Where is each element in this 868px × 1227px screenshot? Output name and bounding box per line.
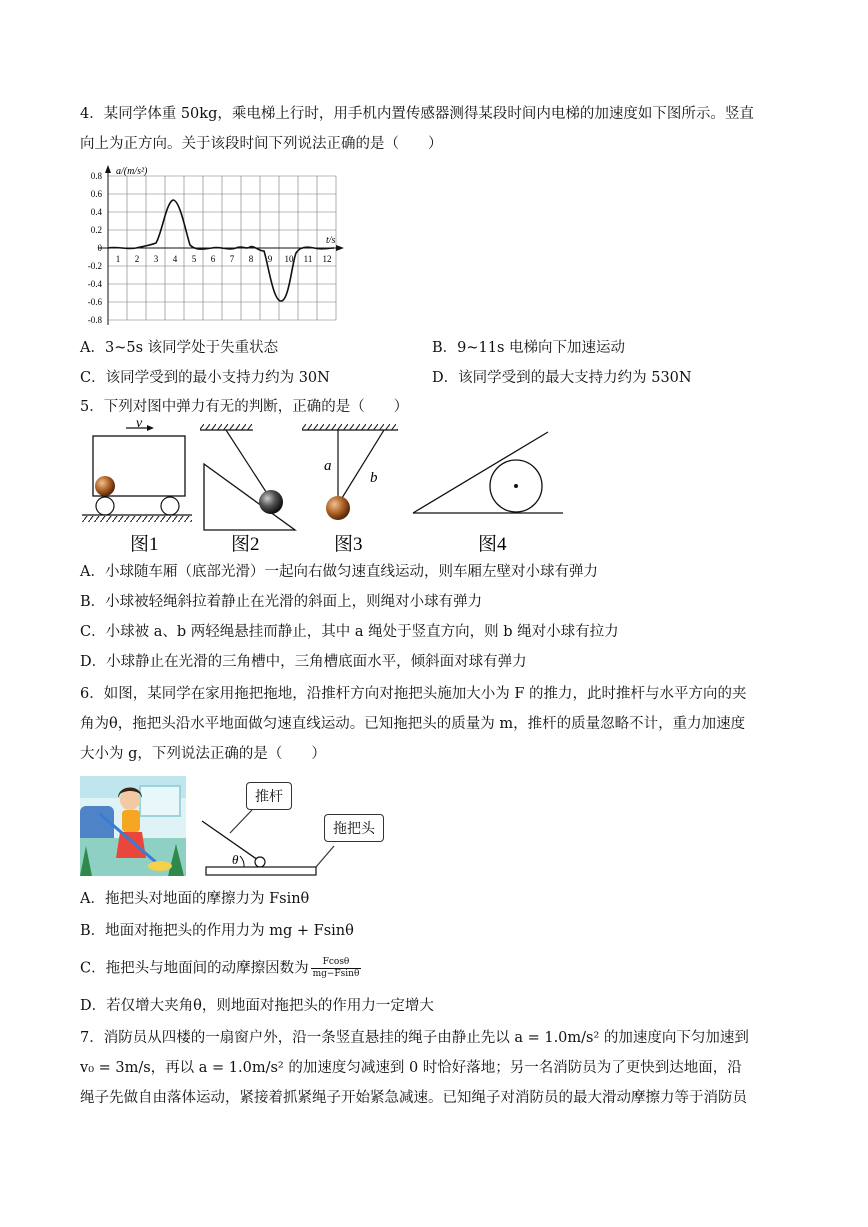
q5-option-c: C．小球被 a、b 两轻绳悬挂而静止，其中 a 绳处于竖直方向，则 b 绳对小球有拉力 [80, 624, 619, 640]
y-tick-label: 0.2 [90, 225, 102, 235]
fig2-incline [200, 424, 295, 530]
fig3-ball [326, 496, 350, 520]
mop-head [206, 867, 316, 875]
q6-stem-line2: 角为θ，拖把头沿水平地面做匀速直线运动。已知拖把头的质量为 m，推杆的质量忽略不计，重力加速度 [80, 716, 746, 732]
q4-option-a: A．3~5s 该同学处于失重状态 [80, 340, 279, 356]
y-tick-label: 0.8 [90, 171, 102, 181]
q6-stem-line1: 6．如图，某同学在家用拖把拖地，沿推杆方向对拖把头施加大小为 F 的推力，此时推杆与水平方向的夹 [80, 686, 747, 702]
y-tick-label: 0.4 [90, 207, 102, 217]
q6-option-c-prefix: C．拖把头与地面间的动摩擦因数为 [80, 960, 309, 977]
y-tick-label: -0.2 [87, 261, 102, 271]
x-tick-label: 8 [248, 254, 254, 264]
y-axis-label: a/(m/s²) [116, 166, 148, 177]
fig4-triangle-groove [413, 432, 563, 513]
q7-line1: 7．消防员从四楼的一扇窗户外，沿一条竖直悬挂的绳子由静止先以 a = 1.0m/s² 的加速度向下匀加速到 [80, 1030, 749, 1046]
q4-option-b: B．9~11s 电梯向下加速运动 [432, 340, 626, 356]
bubble-mop-head: 拖把头 [324, 814, 384, 842]
fraction-denominator: mg−Fsinθ [312, 969, 360, 979]
rope-b [342, 430, 384, 498]
mop-rod [202, 821, 258, 860]
bubble-rod: 推杆 [246, 782, 292, 810]
fig4-label: 图4 [478, 534, 507, 555]
q4-acceleration-graph [78, 163, 346, 333]
x-tick-label: 12 [322, 254, 332, 264]
x-tick-label: 2 [134, 254, 140, 264]
q6-option-d: D．若仅增大夹角θ，则地面对拖把头的作用力一定增大 [80, 998, 434, 1014]
q4-option-c: C．该同学受到的最小支持力约为 30N [80, 370, 330, 386]
x-tick-label: 5 [191, 254, 197, 264]
x-tick-label: 10 [284, 254, 294, 264]
q5-stem: 5．下列对图中弹力有无的判断，正确的是（ ） [80, 399, 409, 415]
y-tick-label: 0.6 [90, 189, 102, 199]
q4-option-d: D．该同学受到的最大支持力约为 530N [432, 370, 692, 386]
friction-coefficient-fraction [311, 957, 362, 980]
x-tick-label: 3 [153, 254, 159, 264]
fig1-ball [95, 476, 115, 496]
q6-cartoon-illustration [80, 776, 186, 876]
y-tick-label: -0.8 [87, 315, 102, 325]
y-tick-label: 0 [97, 243, 102, 253]
y-tick-label: -0.6 [87, 297, 102, 307]
fig3-label: 图3 [334, 534, 363, 555]
q5-option-a: A．小球随车厢（底部光滑）一起向右做匀速直线运动，则车厢左壁对小球有弹力 [80, 564, 598, 580]
q5-figures [78, 416, 578, 559]
q7-line3: 绳子先做自由落体运动，紧接着抓紧绳子开始紧急减速。已知绳子对消防员的最大滑动摩擦力等于消防员 [80, 1090, 747, 1106]
x-axis-arrow [336, 245, 344, 251]
q6-option-b: B．地面对拖把头的作用力为 mg + Fsinθ [80, 923, 354, 939]
x-tick-label: 9 [267, 254, 273, 264]
wheel-right [161, 497, 179, 515]
q6-option-a: A．拖把头对地面的摩擦力为 Fsinθ [80, 891, 310, 907]
q6-stem-line3: 大小为 g，下列说法正确的是（ ） [80, 746, 326, 762]
fraction-numerator: Fcosθ [311, 957, 362, 969]
rope-b-label: b [370, 470, 378, 486]
q4-stem-line1: 4．某同学体重 50kg，乘电梯上行时，用手机内置传感器测得某段时间内电梯的加速度如下图所示。竖直 [80, 106, 754, 122]
velocity-label: v [136, 416, 143, 431]
fig2-ball [259, 490, 283, 514]
x-tick-label: 7 [229, 254, 235, 264]
q7-line2: v₀ = 3m/s，再以 a = 1.0m/s² 的加速度匀减速到 0 时恰好落地；另一名消防员为了更快到达地面，沿 [80, 1060, 742, 1076]
x-tick-label: 4 [172, 254, 178, 264]
acceleration-curve [108, 200, 334, 301]
x-tick-label: 6 [210, 254, 216, 264]
x-tick-label: 1 [115, 254, 121, 264]
y-tick-label: -0.4 [87, 279, 102, 289]
x-tick-label: 11 [303, 254, 313, 264]
fig2-label: 图2 [231, 534, 260, 555]
wheel-left [96, 497, 114, 515]
q5-option-b: B．小球被轻绳斜拉着静止在光滑的斜面上，则绳对小球有弹力 [80, 594, 483, 610]
fig1-cart [82, 416, 192, 522]
q5-option-d: D．小球静止在光滑的三角槽中，三角槽底面水平，倾斜面对球有弹力 [80, 654, 527, 670]
fig3-two-ropes [302, 424, 398, 520]
q6-option-c [80, 957, 361, 980]
x-axis-label: t/s [326, 235, 336, 246]
q4-stem-line2: 向上为正方向。关于该段时间下列说法正确的是（ ） [80, 136, 443, 152]
rope-a-label: a [324, 458, 332, 474]
theta-label: θ [232, 852, 239, 867]
fig1-label: 图1 [130, 534, 159, 555]
y-axis-arrow [105, 165, 111, 173]
